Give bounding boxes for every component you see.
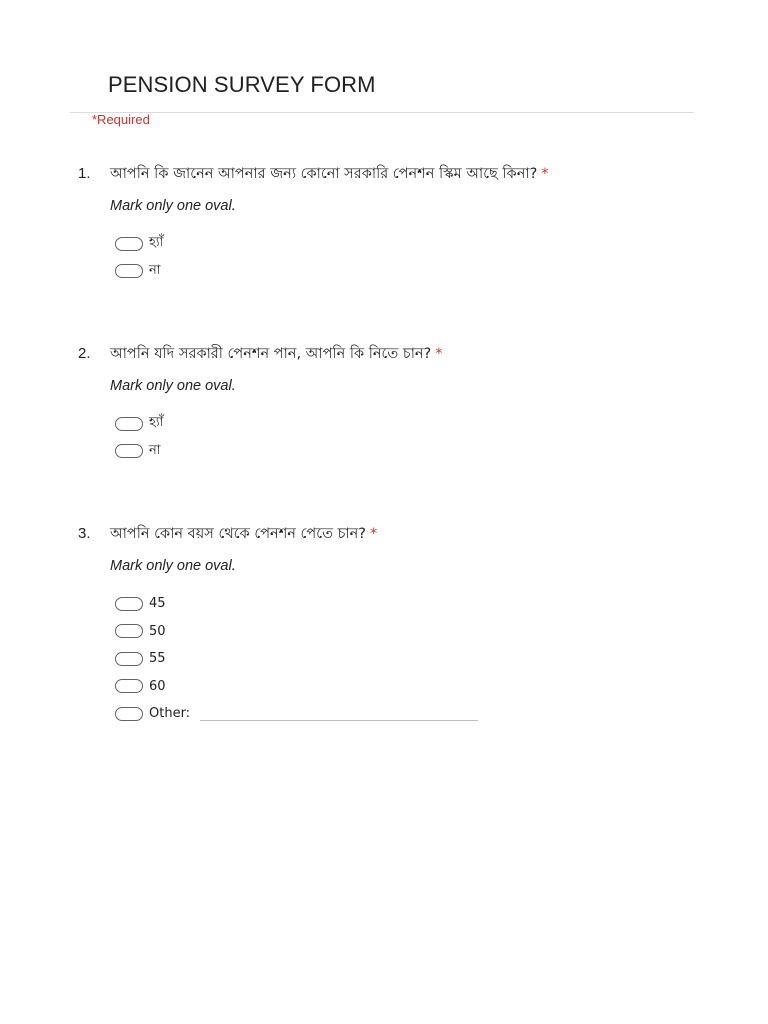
option-list — [115, 590, 718, 728]
option-list — [115, 230, 718, 285]
radio-oval-icon[interactable] — [115, 652, 143, 666]
question-number: 1. — [78, 165, 91, 182]
option-yes[interactable] — [115, 230, 718, 258]
question-hint: Mark only one oval. — [110, 558, 236, 574]
form-title: PENSION SURVEY FORM — [108, 72, 376, 97]
option-45[interactable] — [115, 590, 718, 618]
question-text: আপনি কোন বয়স থেকে পেনশন পেতে চান? — [110, 526, 366, 542]
option-50[interactable] — [115, 618, 718, 646]
radio-oval-icon[interactable] — [115, 707, 143, 721]
question-text: আপনি যদি সরকারী পেনশন পান, আপনি কি নিতে চান? — [110, 346, 432, 362]
radio-oval-icon[interactable] — [115, 679, 143, 693]
question-number: 3. — [78, 525, 91, 542]
question-text: আপনি কি জানেন আপনার জন্য কোনো সরকারি পেনশন স্কিম আছে কিনা? — [110, 166, 538, 182]
required-asterisk: * — [435, 346, 443, 362]
option-other[interactable] — [115, 700, 718, 728]
radio-oval-icon[interactable] — [115, 624, 143, 638]
required-asterisk: * — [369, 526, 378, 542]
radio-oval-icon[interactable] — [115, 597, 143, 611]
option-label: 60 — [149, 678, 166, 694]
option-60[interactable] — [115, 673, 718, 701]
question-hint: Mark only one oval. — [110, 198, 236, 214]
radio-oval-icon[interactable] — [115, 237, 143, 251]
option-label: Other: — [149, 706, 191, 722]
radio-oval-icon[interactable] — [115, 264, 143, 278]
option-list — [115, 410, 718, 465]
radio-oval-icon[interactable] — [115, 417, 143, 431]
question-3 — [78, 524, 718, 728]
option-label: 50 — [149, 623, 166, 639]
required-asterisk: * — [541, 166, 549, 182]
required-note: *Required — [92, 112, 150, 127]
title-divider — [70, 112, 694, 113]
question-header — [78, 524, 718, 544]
question-number: 2. — [78, 345, 91, 362]
option-label: 45 — [149, 596, 166, 612]
option-no[interactable] — [115, 258, 718, 286]
question-2 — [78, 344, 718, 465]
option-label: হ্যাঁ — [149, 415, 164, 431]
question-1 — [78, 164, 718, 285]
option-label: না — [149, 262, 161, 278]
question-header — [78, 164, 718, 184]
radio-oval-icon[interactable] — [115, 444, 143, 458]
other-text-input[interactable] — [200, 720, 478, 721]
option-label: হ্যাঁ — [149, 235, 164, 251]
option-label: 55 — [149, 651, 166, 667]
option-yes[interactable] — [115, 410, 718, 438]
question-header — [78, 344, 718, 364]
option-label: না — [149, 442, 161, 458]
option-55[interactable] — [115, 645, 718, 673]
option-no[interactable] — [115, 438, 718, 466]
question-hint: Mark only one oval. — [110, 378, 236, 394]
